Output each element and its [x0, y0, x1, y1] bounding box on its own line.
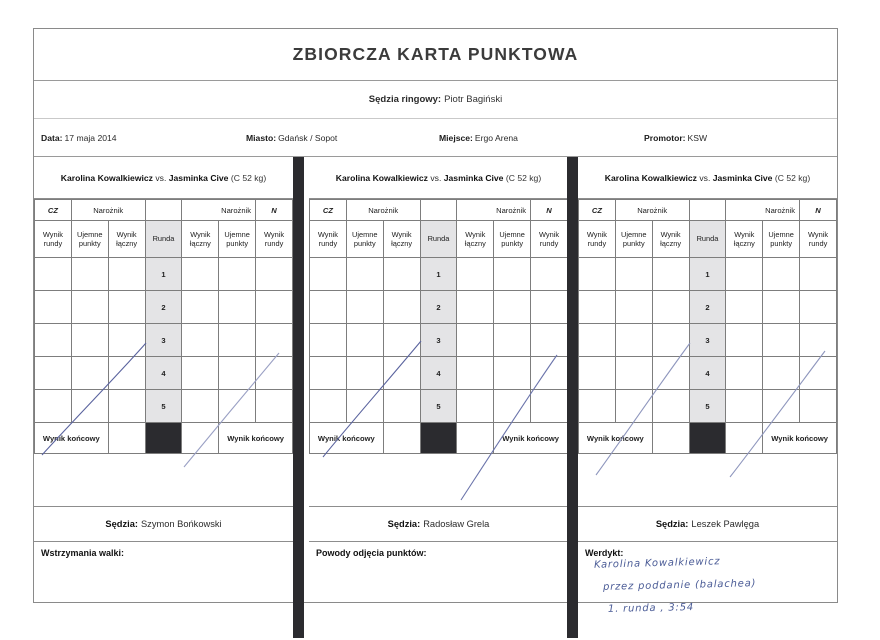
round-number: 1 [145, 258, 182, 291]
cell-score[interactable] [457, 324, 494, 357]
corner-header-row [35, 200, 293, 221]
final-score-row [579, 423, 837, 454]
table-row [579, 357, 837, 390]
note-box-verdict[interactable] [578, 542, 837, 638]
cell-score[interactable] [219, 291, 256, 324]
cell-score[interactable] [763, 258, 800, 291]
cell-score[interactable] [256, 291, 293, 324]
info-city-value: Gdańsk / Sopot [278, 132, 338, 143]
col-head-wynik-rundy-left: Wynik rundy [579, 221, 616, 258]
cell-score[interactable] [726, 291, 763, 324]
fighter-blue-name: Jasminka Cive [712, 172, 773, 183]
round-number: 2 [689, 291, 726, 324]
cell-score[interactable] [383, 291, 420, 324]
notes-row [34, 542, 837, 640]
final-label-right: Wynik końcowy [494, 423, 568, 454]
bout-weight: (C 52 kg) [230, 172, 267, 183]
cell-final-left[interactable] [108, 423, 145, 454]
col-head-wynik-laczny-right: Wynik łączny [182, 221, 219, 258]
round-number: 5 [420, 390, 457, 423]
cell-score[interactable] [579, 324, 616, 357]
table-row [310, 258, 568, 291]
cell-score[interactable] [383, 390, 420, 423]
col-head-ujemne-punkty-right: Ujemne punkty [219, 221, 256, 258]
cell-score[interactable] [763, 324, 800, 357]
col-head-ujemne-punkty-right: Ujemne punkty [494, 221, 531, 258]
cell-score[interactable] [108, 390, 145, 423]
blocked-cell [420, 423, 457, 454]
table-row [579, 258, 837, 291]
verdict-hand-line-3: 1. runda , 3:54 [607, 602, 695, 615]
cell-score[interactable] [219, 390, 256, 423]
cell-score[interactable] [457, 390, 494, 423]
cell-score[interactable] [219, 357, 256, 390]
col-head-ujemne-punkty-left: Ujemne punkty [71, 221, 108, 258]
judge-label: Sędzia: [105, 519, 138, 529]
judges-row [34, 506, 837, 542]
bout-weight: (C 52 kg) [505, 172, 542, 183]
cell-score[interactable] [615, 357, 652, 390]
cell-score[interactable] [108, 324, 145, 357]
cell-final-right[interactable] [726, 423, 763, 454]
info-promoter [644, 133, 707, 143]
cell-score[interactable] [310, 324, 347, 357]
cell-score[interactable] [383, 357, 420, 390]
cell-score[interactable] [800, 258, 837, 291]
info-date-label: Data: [41, 132, 63, 143]
cell-score[interactable] [71, 390, 108, 423]
cell-score[interactable] [310, 390, 347, 423]
ring-referee-value: Piotr Bagiński [444, 94, 503, 105]
column-header-row [35, 221, 293, 258]
score-panel-judge-3 [578, 157, 837, 506]
score-table [309, 199, 568, 454]
col-head-runda: Runda [420, 221, 457, 258]
round-number: 2 [420, 291, 457, 324]
col-head-wynik-rundy-right: Wynik rundy [800, 221, 837, 258]
bout-weight: (C 52 kg) [774, 172, 811, 183]
corner-spacer [689, 200, 726, 221]
table-row [35, 291, 293, 324]
cell-score[interactable] [71, 291, 108, 324]
cell-score[interactable] [726, 390, 763, 423]
note-label-stoppages: Wstrzymania walki: [41, 548, 125, 558]
col-head-wynik-laczny-left: Wynik łączny [652, 221, 689, 258]
round-number: 4 [145, 357, 182, 390]
info-city-label: Miasto: [246, 132, 277, 143]
verdict-hand-line-2: przez poddanie (balachea) [602, 578, 757, 593]
cell-score[interactable] [35, 291, 72, 324]
panel-separator-bar [293, 542, 304, 638]
cell-final-right[interactable] [457, 423, 494, 454]
final-score-row [35, 423, 293, 454]
cell-final-left[interactable] [383, 423, 420, 454]
cell-score[interactable] [800, 357, 837, 390]
fighter-blue-name: Jasminka Cive [443, 172, 504, 183]
cell-score[interactable] [615, 258, 652, 291]
judge-value: Szymon Bońkowski [140, 519, 222, 529]
cell-score[interactable] [182, 357, 219, 390]
blocked-cell [145, 423, 182, 454]
note-box-stoppages[interactable] [34, 542, 293, 638]
cell-score[interactable] [346, 324, 383, 357]
col-head-wynik-rundy-left: Wynik rundy [310, 221, 347, 258]
final-label-left: Wynik końcowy [35, 423, 109, 454]
round-number: 1 [420, 258, 457, 291]
judge-value: Leszek Pawlęga [691, 519, 760, 529]
ring-referee-label: Sędzia ringowy: [368, 94, 442, 105]
cell-score[interactable] [494, 324, 531, 357]
cell-score[interactable] [182, 258, 219, 291]
judge-name-2 [309, 506, 568, 542]
cell-score[interactable] [310, 357, 347, 390]
score-card-sheet [33, 28, 838, 615]
cell-score[interactable] [652, 258, 689, 291]
corner-right-name: Narożnik [182, 200, 256, 221]
cell-score[interactable] [652, 357, 689, 390]
cell-score[interactable] [615, 324, 652, 357]
cell-final-right[interactable] [182, 423, 219, 454]
cell-score[interactable] [310, 291, 347, 324]
bout-title [309, 157, 568, 199]
col-head-wynik-laczny-left: Wynik łączny [108, 221, 145, 258]
table-row [310, 291, 568, 324]
cell-score[interactable] [35, 357, 72, 390]
col-head-runda: Runda [689, 221, 726, 258]
cell-score[interactable] [800, 324, 837, 357]
vs-label: vs. [430, 172, 442, 183]
cell-score[interactable] [800, 291, 837, 324]
cell-score[interactable] [71, 258, 108, 291]
cell-score[interactable] [35, 324, 72, 357]
cell-score[interactable] [726, 324, 763, 357]
cell-score[interactable] [763, 357, 800, 390]
cell-score[interactable] [531, 390, 568, 423]
judge-name-1 [34, 506, 293, 542]
corner-header-row [310, 200, 568, 221]
round-number: 4 [689, 357, 726, 390]
cell-score[interactable] [579, 390, 616, 423]
corner-spacer [145, 200, 182, 221]
panel-separator-bar [293, 157, 304, 506]
cell-score[interactable] [457, 357, 494, 390]
corner-right-code: N [256, 200, 293, 221]
cell-score[interactable] [615, 291, 652, 324]
column-header-row [310, 221, 568, 258]
corner-left-code: CZ [310, 200, 347, 221]
cell-score[interactable] [182, 291, 219, 324]
cell-score[interactable] [615, 390, 652, 423]
cell-score[interactable] [531, 357, 568, 390]
table-row [35, 324, 293, 357]
cell-score[interactable] [219, 324, 256, 357]
bout-title [578, 157, 837, 199]
cell-score[interactable] [256, 258, 293, 291]
fighter-red-name: Karolina Kowalkiewicz [604, 172, 697, 183]
cell-score[interactable] [256, 357, 293, 390]
table-row [579, 390, 837, 423]
cell-score[interactable] [579, 357, 616, 390]
fighter-blue-name: Jasminka Cive [168, 172, 229, 183]
corner-left-code: CZ [35, 200, 72, 221]
col-head-wynik-rundy-right: Wynik rundy [256, 221, 293, 258]
column-header-row [579, 221, 837, 258]
corner-left-name: Narożnik [346, 200, 420, 221]
score-panel-judge-2 [309, 157, 568, 506]
cell-final-left[interactable] [652, 423, 689, 454]
cell-score[interactable] [182, 390, 219, 423]
cell-score[interactable] [108, 291, 145, 324]
info-date-value: 17 maja 2014 [64, 132, 117, 143]
judge-label: Sędzia: [655, 519, 689, 529]
corner-left-name: Narożnik [615, 200, 689, 221]
table-row [310, 324, 568, 357]
judge-name-3 [578, 506, 837, 542]
cell-score[interactable] [457, 258, 494, 291]
cell-score[interactable] [652, 390, 689, 423]
col-head-wynik-laczny-right: Wynik łączny [726, 221, 763, 258]
table-row [310, 390, 568, 423]
cell-score[interactable] [108, 258, 145, 291]
cell-score[interactable] [346, 390, 383, 423]
info-venue-value: Ergo Arena [474, 132, 518, 143]
cell-score[interactable] [182, 324, 219, 357]
table-row [35, 258, 293, 291]
final-label-right: Wynik końcowy [763, 423, 837, 454]
cell-score[interactable] [71, 324, 108, 357]
cell-score[interactable] [494, 390, 531, 423]
info-promoter-value: KSW [687, 132, 708, 143]
cell-score[interactable] [531, 258, 568, 291]
corner-header-row [579, 200, 837, 221]
judge-value: Radosław Grela [423, 519, 490, 529]
corner-right-code: N [531, 200, 568, 221]
judge-label: Sędzia: [387, 519, 421, 529]
bout-title [34, 157, 293, 199]
corner-spacer [420, 200, 457, 221]
fighter-red-name: Karolina Kowalkiewicz [335, 172, 428, 183]
cell-score[interactable] [579, 291, 616, 324]
cell-score[interactable] [494, 291, 531, 324]
cell-score[interactable] [346, 258, 383, 291]
col-head-ujemne-punkty-right: Ujemne punkty [763, 221, 800, 258]
cell-score[interactable] [494, 357, 531, 390]
round-number: 3 [145, 324, 182, 357]
round-number: 5 [689, 390, 726, 423]
note-box-deductions[interactable] [309, 542, 568, 638]
col-head-wynik-laczny-right: Wynik łączny [457, 221, 494, 258]
round-number: 5 [145, 390, 182, 423]
corner-left-code: CZ [579, 200, 616, 221]
corner-left-name: Narożnik [71, 200, 145, 221]
cell-score[interactable] [310, 258, 347, 291]
title-block [34, 29, 837, 81]
cell-score[interactable] [256, 390, 293, 423]
table-row [310, 357, 568, 390]
ring-referee-row [34, 81, 837, 119]
event-info-row [34, 119, 837, 157]
cell-score[interactable] [494, 258, 531, 291]
col-head-wynik-laczny-left: Wynik łączny [383, 221, 420, 258]
vs-label: vs. [699, 172, 711, 183]
panel-separator-bar [567, 157, 578, 506]
cell-score[interactable] [763, 390, 800, 423]
panel-separator-bar [567, 506, 578, 542]
round-number: 3 [689, 324, 726, 357]
cell-score[interactable] [726, 357, 763, 390]
col-head-wynik-rundy-left: Wynik rundy [35, 221, 72, 258]
cell-score[interactable] [531, 291, 568, 324]
col-head-ujemne-punkty-left: Ujemne punkty [346, 221, 383, 258]
note-label-deductions: Powody odjęcia punktów: [316, 548, 427, 558]
final-score-row [310, 423, 568, 454]
panel-separator-bar [567, 542, 578, 638]
round-number: 2 [145, 291, 182, 324]
page-title: ZBIORCZA KARTA PUNKTOWA [292, 44, 579, 64]
cell-score[interactable] [383, 324, 420, 357]
panel-separator-bar [293, 506, 304, 542]
corner-right-name: Narożnik [457, 200, 531, 221]
table-row [579, 291, 837, 324]
info-venue [439, 133, 518, 143]
score-table [578, 199, 837, 454]
cell-score[interactable] [35, 258, 72, 291]
round-number: 1 [689, 258, 726, 291]
cell-score[interactable] [531, 324, 568, 357]
cell-score[interactable] [71, 357, 108, 390]
corner-right-name: Narożnik [726, 200, 800, 221]
vs-label: vs. [155, 172, 167, 183]
info-venue-label: Miejsce: [439, 132, 473, 143]
cell-score[interactable] [800, 390, 837, 423]
cell-score[interactable] [346, 291, 383, 324]
final-label-right: Wynik końcowy [219, 423, 293, 454]
cell-score[interactable] [108, 357, 145, 390]
col-head-ujemne-punkty-left: Ujemne punkty [615, 221, 652, 258]
cell-score[interactable] [726, 258, 763, 291]
col-head-runda: Runda [145, 221, 182, 258]
final-label-left: Wynik końcowy [310, 423, 384, 454]
judge-score-panels [34, 157, 837, 506]
cell-score[interactable] [219, 258, 256, 291]
verdict-handwriting [578, 556, 837, 638]
cell-score[interactable] [652, 324, 689, 357]
cell-score[interactable] [256, 324, 293, 357]
round-number: 4 [420, 357, 457, 390]
score-table [34, 199, 293, 454]
round-number: 3 [420, 324, 457, 357]
score-panel-judge-1 [34, 157, 293, 506]
blocked-cell [689, 423, 726, 454]
cell-score[interactable] [35, 390, 72, 423]
table-row [579, 324, 837, 357]
corner-right-code: N [800, 200, 837, 221]
fighter-red-name: Karolina Kowalkiewicz [60, 172, 153, 183]
cell-score[interactable] [383, 258, 420, 291]
cell-score[interactable] [346, 357, 383, 390]
cell-score[interactable] [579, 258, 616, 291]
info-city [246, 133, 337, 143]
table-row [35, 390, 293, 423]
info-date [41, 133, 117, 143]
cell-score[interactable] [763, 291, 800, 324]
final-label-left: Wynik końcowy [579, 423, 653, 454]
table-row [35, 357, 293, 390]
cell-score[interactable] [652, 291, 689, 324]
col-head-wynik-rundy-right: Wynik rundy [531, 221, 568, 258]
note-label-verdict: Werdykt: [585, 548, 624, 558]
info-promoter-label: Promotor: [644, 132, 686, 143]
cell-score[interactable] [457, 291, 494, 324]
verdict-hand-line-1: Karolina Kowalkiewicz [593, 556, 721, 571]
